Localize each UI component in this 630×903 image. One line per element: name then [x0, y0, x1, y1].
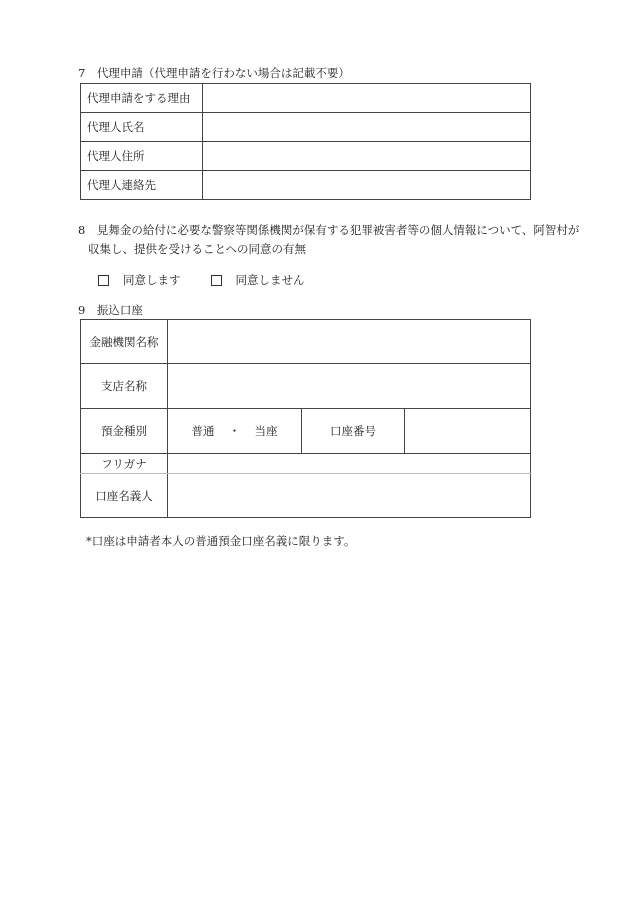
deposit-type-options — [168, 409, 302, 454]
account-holder-label: 口座名義人 — [81, 474, 168, 518]
proxy-address-field[interactable] — [203, 142, 531, 171]
branch-name-field[interactable] — [168, 364, 531, 409]
agree-checkbox[interactable] — [98, 275, 109, 286]
furigana-field[interactable] — [168, 454, 531, 474]
proxy-contact-field[interactable] — [203, 171, 531, 200]
proxy-reason-label: 代理申請をする理由 — [81, 84, 203, 113]
account-number-field[interactable] — [405, 409, 531, 454]
consent-agree-option[interactable] — [98, 272, 181, 288]
consent-options — [98, 272, 305, 288]
proxy-name-label: 代理人氏名 — [81, 113, 203, 142]
agree-label: 同意します — [123, 273, 181, 287]
deposit-type-separator: ・ — [228, 424, 241, 438]
account-note: *口座は申請者本人の普通預金口座名義に限ります。 — [86, 534, 356, 548]
deposit-type-current[interactable]: 当座 — [254, 424, 278, 438]
section9-heading: 9 振込口座 — [78, 303, 143, 317]
disagree-label: 同意しません — [235, 273, 305, 287]
proxy-application-table — [80, 83, 531, 200]
bank-name-label: 金融機関名称 — [81, 320, 168, 364]
disagree-checkbox[interactable] — [211, 275, 222, 286]
deposit-type-ordinary[interactable]: 普通 — [191, 424, 215, 438]
bank-name-field[interactable] — [168, 320, 531, 364]
consent-disagree-option[interactable] — [211, 272, 305, 288]
proxy-name-field[interactable] — [203, 113, 531, 142]
bank-account-table — [80, 319, 531, 518]
proxy-reason-field[interactable] — [203, 84, 531, 113]
proxy-address-label: 代理人住所 — [81, 142, 203, 171]
section7-heading: 7 代理申請（代理申請を行わない場合は記載不要） — [78, 66, 350, 80]
deposit-type-label: 預金種別 — [81, 409, 168, 454]
account-number-label: 口座番号 — [302, 409, 405, 454]
account-holder-field[interactable] — [168, 474, 531, 518]
section8-heading-line2: 収集し、提供を受けることへの同意の有無 — [88, 242, 307, 256]
section8-heading-line1: 8 見舞金の給付に必要な警察等関係機関が保有する犯罪被害者等の個人情報について、阿智村が — [78, 223, 580, 237]
furigana-label: フリガナ — [81, 454, 168, 474]
proxy-contact-label: 代理人連絡先 — [81, 171, 203, 200]
branch-name-label: 支店名称 — [81, 364, 168, 409]
